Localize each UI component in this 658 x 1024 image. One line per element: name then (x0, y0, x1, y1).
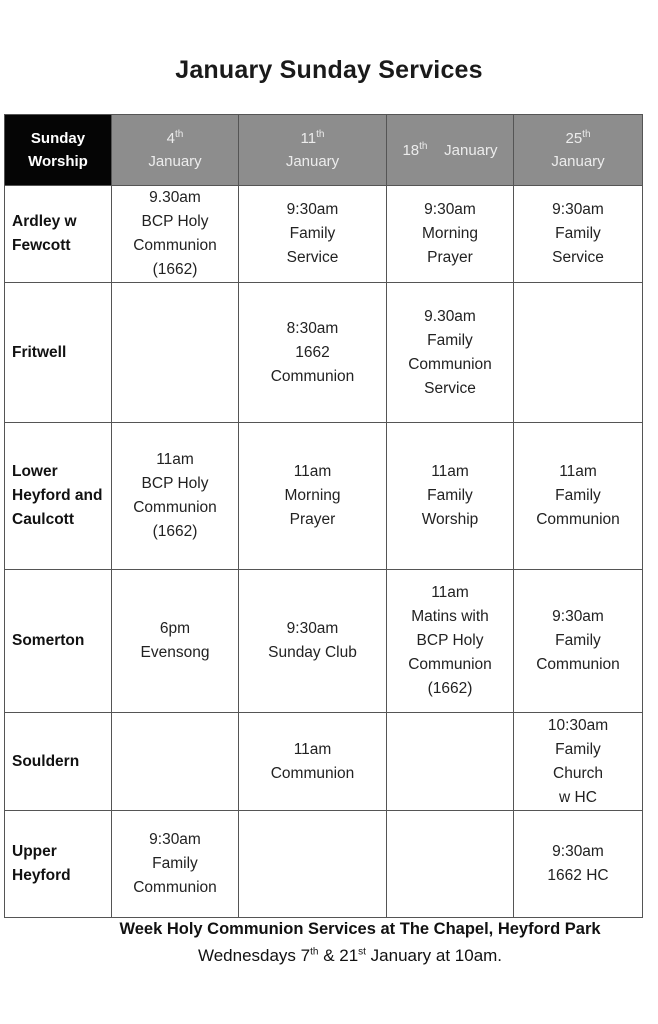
table-row (5, 283, 643, 423)
service-line: 9:30am (286, 620, 339, 637)
service-line: Worship (421, 511, 479, 528)
church-name-line: Somerton (12, 632, 85, 649)
footer-heading: Week Holy Communion Services at The Chapel, Heyford Park (119, 920, 601, 938)
page-title: January Sunday Services (175, 56, 483, 84)
footer-text: January at 10am. (365, 946, 503, 965)
service-line: 9.30am (424, 307, 476, 325)
service-cell (112, 423, 239, 570)
service-cell (387, 283, 514, 423)
church-name-line: Fewcott (12, 237, 71, 254)
service-cell (514, 713, 643, 811)
service-line: Family (555, 632, 601, 649)
church-name (5, 186, 112, 283)
service-line: 9.30am (149, 189, 201, 206)
church-name-line: Upper (12, 843, 57, 860)
service-cell (387, 713, 514, 811)
service-line: Prayer (289, 511, 336, 528)
table-body (5, 186, 643, 918)
service-line: 11am (293, 740, 332, 758)
date-suffix: th (316, 129, 325, 140)
service-line: (1662) (152, 261, 198, 278)
service-cell (239, 570, 387, 713)
service-line: Communion (133, 499, 217, 516)
header-corner (5, 115, 112, 186)
service-cell (239, 283, 387, 423)
service-cell (514, 186, 643, 283)
church-name (5, 570, 112, 713)
service-line: 9:30am (552, 201, 604, 218)
service-line: Communion (408, 355, 492, 373)
service-line: 10:30am (547, 716, 609, 734)
service-line: Communion (133, 879, 217, 896)
service-line: Service (286, 249, 339, 266)
service-line: 9:30am (552, 843, 604, 860)
service-line: 9:30am (286, 201, 339, 218)
service-cell (239, 811, 387, 918)
service-line: BCP Holy (141, 213, 209, 230)
church-name-line: Souldern (12, 752, 80, 770)
corner-line: Worship (28, 153, 88, 170)
service-cell (387, 811, 514, 918)
services-table (4, 114, 643, 918)
service-line: Communion (408, 656, 492, 673)
service-cell (387, 570, 514, 713)
date-day: 11 (300, 130, 317, 147)
footer-text: & 21 (318, 946, 359, 965)
service-line: BCP Holy (141, 475, 209, 492)
table-row (5, 811, 643, 918)
service-cell (112, 713, 239, 811)
service-line: Church (553, 764, 603, 782)
service-line: Morning (422, 225, 478, 242)
service-line: Communion (536, 511, 620, 528)
church-name (5, 811, 112, 918)
service-line: Communion (270, 764, 355, 782)
service-line: Morning (284, 487, 341, 504)
service-line: (1662) (427, 680, 473, 697)
date-day: 25 (565, 130, 583, 147)
service-line: 9:30am (424, 201, 476, 218)
service-cell (514, 423, 643, 570)
service-line: 8:30am (286, 319, 339, 337)
service-line: Matins with (411, 608, 489, 625)
church-name-line: Ardley w (12, 213, 77, 230)
footer-sup: th (310, 946, 319, 958)
church-name (5, 423, 112, 570)
service-line: Family (289, 225, 336, 242)
service-line: 1662 HC (547, 867, 609, 884)
date-suffix: th (582, 129, 591, 140)
service-cell (239, 713, 387, 811)
service-line: Service (552, 249, 604, 266)
service-cell (514, 570, 643, 713)
date-day: 18 (402, 141, 420, 159)
service-line: Sunday Club (268, 644, 357, 661)
service-line: Prayer (427, 249, 473, 266)
service-cell (514, 283, 643, 423)
table-row (5, 186, 643, 283)
service-line: 11am (431, 584, 469, 601)
date-month: January (551, 153, 605, 170)
service-line: Family (555, 225, 601, 242)
church-name-line: Lower (12, 463, 58, 480)
service-line: Family (555, 487, 601, 504)
corner-line: Sunday (30, 130, 86, 147)
date-day: 4 (166, 130, 175, 147)
date-month: January (285, 153, 340, 170)
church-name (5, 713, 112, 811)
church-name (5, 283, 112, 423)
service-cell (239, 423, 387, 570)
service-line: 9:30am (149, 831, 201, 848)
footer-details (50, 946, 650, 966)
service-line: Communion (270, 367, 355, 385)
service-line: Evensong (140, 644, 210, 661)
service-line: Communion (536, 656, 620, 673)
service-line: 11am (559, 463, 597, 480)
table-row (5, 423, 643, 570)
service-line: 1662 (295, 343, 330, 361)
date-month: January (148, 153, 202, 170)
table-row (5, 570, 643, 713)
church-name-line: Fritwell (12, 343, 67, 361)
service-line: Family (427, 331, 473, 349)
service-cell (387, 423, 514, 570)
service-line: Communion (133, 237, 217, 254)
service-line: Family (427, 487, 473, 504)
table-row (5, 713, 643, 811)
date-suffix: th (419, 140, 428, 152)
service-line: (1662) (152, 523, 198, 540)
service-cell (514, 811, 643, 918)
church-name-line: Heyford (12, 867, 71, 884)
service-line: Service (424, 379, 476, 397)
footer-sup: st (358, 946, 366, 958)
service-line: BCP Holy (416, 632, 484, 649)
date-header (112, 115, 239, 186)
date-month: January (444, 141, 498, 159)
service-line: 11am (431, 463, 469, 480)
service-line: Family (555, 740, 601, 758)
date-header (514, 115, 643, 186)
service-line: Family (152, 855, 198, 872)
church-name-line: Heyford and (12, 487, 103, 504)
service-cell (112, 283, 239, 423)
service-cell (239, 186, 387, 283)
date-header (387, 115, 514, 186)
service-cell (387, 186, 514, 283)
service-cell (112, 570, 239, 713)
date-header (239, 115, 387, 186)
service-line: 11am (293, 463, 332, 480)
service-cell (112, 811, 239, 918)
date-suffix: th (175, 129, 184, 140)
service-line: 9:30am (552, 608, 604, 625)
service-line: 6pm (159, 620, 191, 637)
service-line: 11am (156, 451, 194, 468)
church-name-line: Caulcott (12, 511, 74, 528)
header-row (5, 115, 643, 186)
service-cell (112, 186, 239, 283)
footer-text: Wednesdays 7 (197, 946, 311, 965)
service-line: w HC (559, 788, 597, 806)
